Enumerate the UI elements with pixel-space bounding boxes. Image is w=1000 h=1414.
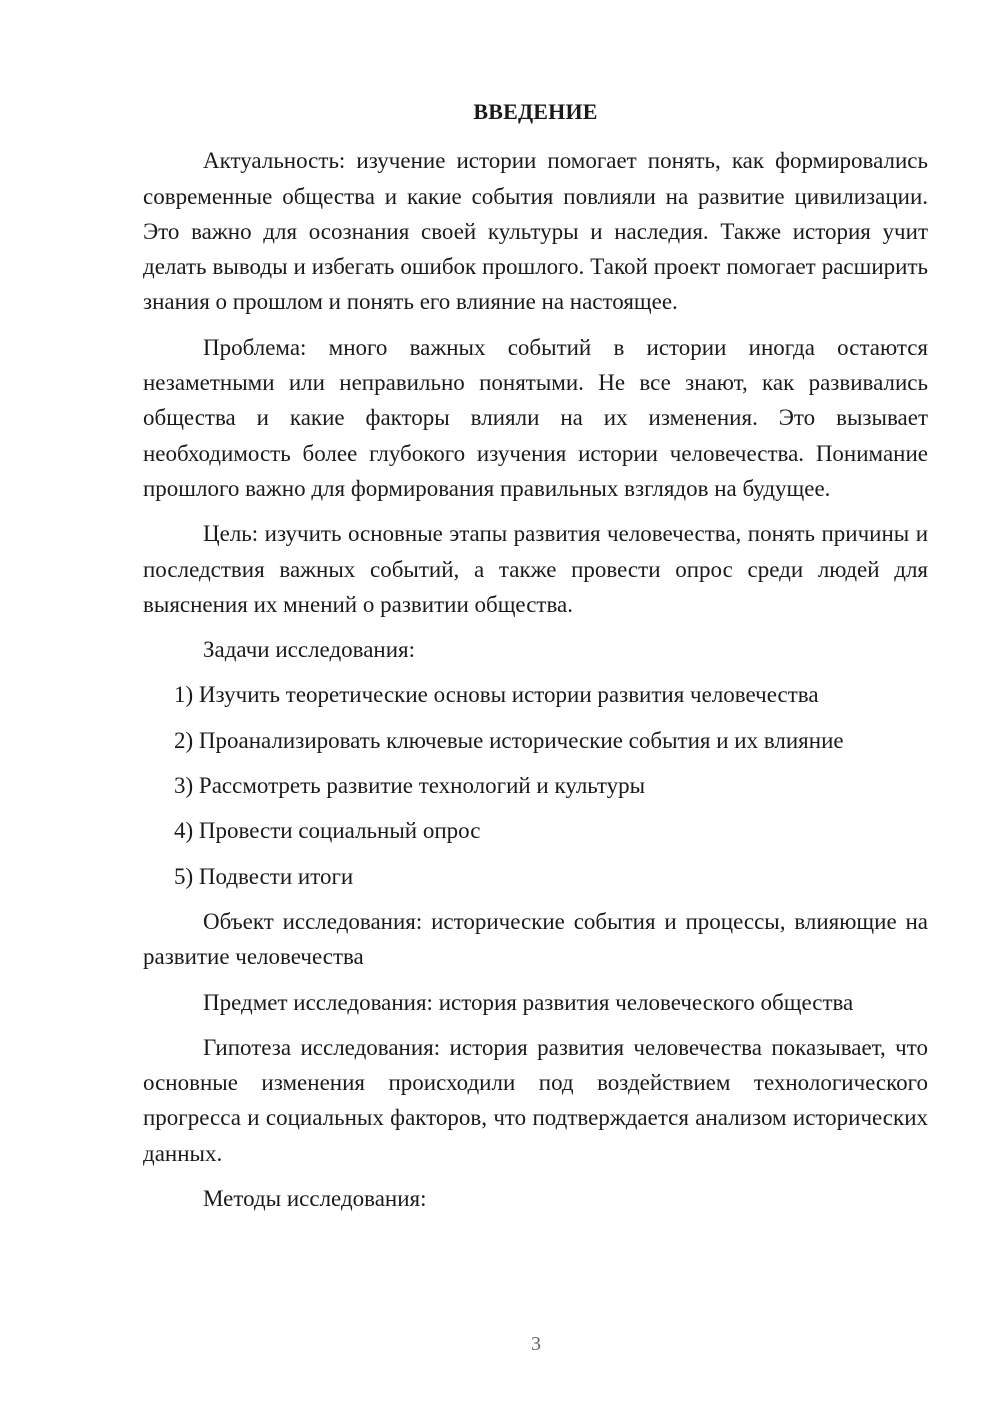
subject-paragraph: Предмет исследования: история развития человеческого общества <box>203 989 854 1015</box>
object-paragraph: Объект исследования: исторические события и процессы, влияющие на развитие человечества <box>143 908 928 970</box>
task-item: 1) Изучить теоретические основы истории развития человечества <box>174 682 819 708</box>
page-number: 3 <box>531 1333 541 1355</box>
goal-paragraph: Цель: изучить основные этапы развития человечества, понять причины и последствия важных событий, а также провести опрос среди людей для выяснения их мнений о развитии общества. <box>143 521 928 617</box>
section-title: ВВЕДЕНИЕ <box>473 99 598 124</box>
task-item: 4) Провести социальный опрос <box>174 818 481 844</box>
tasks-heading: Задачи исследования: <box>203 637 416 663</box>
task-item: 2) Проанализировать ключевые исторические события и их влияние <box>174 727 844 753</box>
hypothesis-paragraph: Гипотеза исследования: история развития человечества показывает, что основные изменения происходили под воздействием технологического прогресса и социальных факторов, что подтверждается анализом исторических данных. <box>143 1034 928 1166</box>
problem-paragraph: Проблема: много важных событий в истории иногда остаются незаметными или неправильно понятыми. Не все знают, как развивались общества и какие факторы влияли на их изменения. Это вызывает необходимость более глубокого изучения истории человечества. Понимание прошлого важно для формирования правильных взглядов на будущее. <box>143 334 928 501</box>
document-page <box>143 94 928 1226</box>
relevance-paragraph: Актуальность: изучение истории помогает понять, как формировались современные общества и какие события повлияли на развитие цивилизации. Это важно для осознания своей культуры и наследия. Также история учит делать выводы и избегать ошибок прошлого. Такой проект помогает расширить знания о прошлом и понять его влияние на настоящее. <box>143 148 928 315</box>
task-item: 5) Подвести итоги <box>174 863 354 889</box>
tasks-list <box>143 677 928 893</box>
methods-heading: Методы исследования: <box>203 1186 427 1212</box>
task-item: 3) Рассмотреть развитие технологий и культуры <box>174 773 646 799</box>
